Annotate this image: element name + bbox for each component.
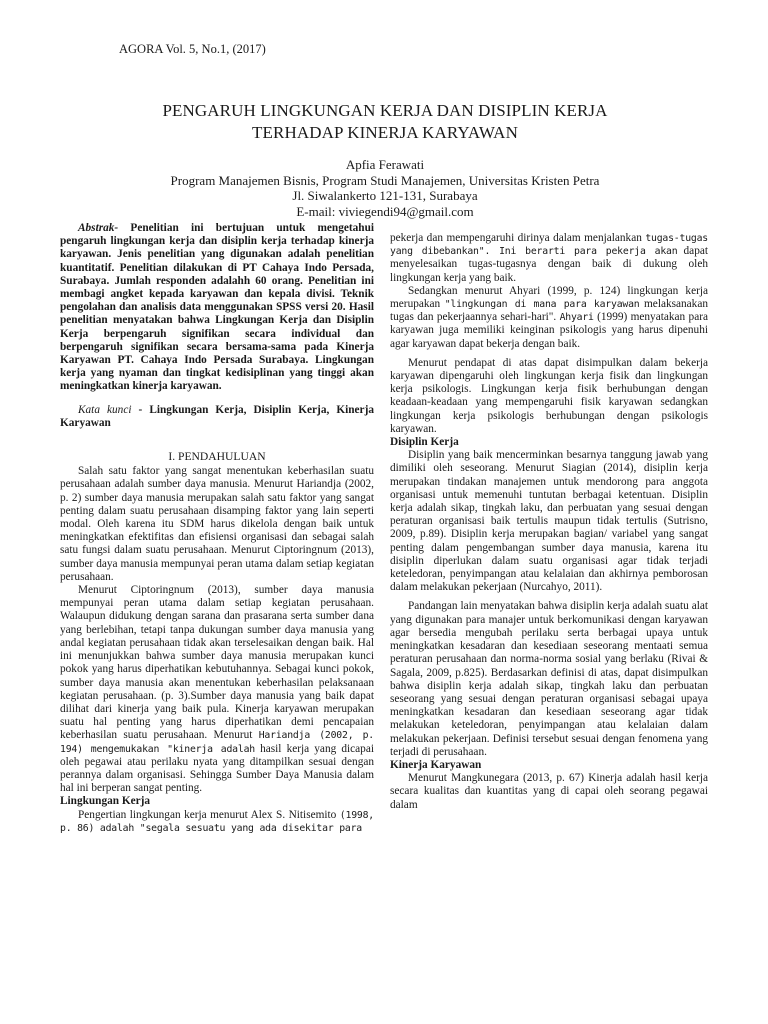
paragraph: Disiplin yang baik mencerminkan besarnya tanggung jawab yang dimiliki oleh seseorang. Menurut Siagian (2014), disiplin kerja merupakan tindakan manajemen untuk mendorong para anggota organisasi untuk memenuhi tuntutan berbagai ketentuan. Disiplin kerja adalah sikap, tingkah laku, dan perbuatan yang sesuai dengan peraturan organisasi baik tertulis maupun tidak tertulis (Sutrisno, 2009, p.89). Disiplin kerja merupakan bagian/ variabel yang sangat penting dalam pengembangan sumber daya manusia, karena itu disiplin diperlukan dalam suatu organisasi agar tidak terjadi keteledoran, penyimpangan atau kelalaian dan akhirnya pemborosan dalam melakukan pekerjaan (Nurcahyo, 2011). [390,449,708,594]
author-email: E-mail: viviegendi94@gmail.com [296,203,474,219]
paragraph-text: dapat menyelesaikan tugas-tugasnya dengan baik di dukung oleh lingkungan kerja yang baik. [390,245,708,284]
abstract-label: Abstrak- [78,222,119,234]
abstract-text: Penelitian ini bertujuan untuk mengetahui pengaruh lingkungan kerja dan disiplin kerja terhadap kinerja karyawan. Jenis penelitian yang digunakan adalah penelitian kuantitatif. Penelitian dilakukan di PT Cahaya Indo Persada, Surabaya. Jumlah responden adalahh 60 orang. Penelitian ini membagi angket kepada karyawan dan kepala divisi. Teknik pengolahan dan analisis data menggunakan SPSS versi 20. Hasil penelitian menyatakan bahwa Lingkungan Kerja dan Disiplin Kerja berpengaruh signifikan secara individual dan berpengaruh signifikan secara bersama-sama pada Kinerja Karyawan PT. Cahaya Indo Persada Surabaya. Lingkungan kerja yang nyaman dan tingkat kedisiplinan yang tinggi akan meningkatkan kinerja karyawan. [60,222,374,393]
paragraph: Pandangan lain menyatakan bahwa disiplin kerja adalah suatu alat yang digunakan para manajer untuk berkomunikasi dengan karyawan agar bersedia mengubah perilaku serta berbagai upaya untuk meningkatkan kesadaran dan kesediaan seseorang mentaati semua peraturan perusahaan dan norma-norma sosial yang berlaku (Rivai & Sagala, 2009, p.825). Berdasarkan definisi di atas, dapat disimpulkan bahwa disiplin kerja adalah sikap, tingkah laku dan perbuatan seseorang yang sesuai dengan peraturan organisasi sebagai upaya meningkatkan kesadaran dan kesediaan seseorang agar tidak melakukan keteledoran, penyimpangan atau kelalaian dalam melakukan pekerjaan. Definisi tersebut sesuai dengan fenomena yang terjadi di perusahaan. [390,600,708,758]
journal-reference: AGORA Vol. 5, No.1, (2017) [119,42,266,56]
author-name: Apfia Ferawati [345,157,425,172]
author-affiliation: Program Manajemen Bisnis, Program Studi Manajemen, Universitas Kristen Petra [170,172,600,188]
paragraph: Menurut Mangkunegara (2013, p. 67) Kinerja adalah hasil kerja secara kualitas dan kuantitas yang di capai oleh seorang pegawai dalam [390,772,708,811]
subheading-lingkungan-kerja: Lingkungan Kerja [60,795,151,808]
paragraph-text: Pengertian lingkungan kerja menurut Alex S. Nitisemito [78,808,340,821]
paragraph [390,285,708,351]
title-line-1: PENGARUH LINGKUNGAN KERJA DAN DISIPLIN KERJA [162,101,608,120]
author-block [90,157,680,219]
paragraph-text: (1999) menyatakan para karyawan juga memiliki keinginan psikologis yang harus dipenuhi agar karyawan dapat bekerja dengan baik. [390,311,708,350]
keywords [60,404,374,430]
title-line-2: TERHADAP KINERJA KARYAWAN [252,123,518,142]
paragraph: Salah satu faktor yang sangat menentukan keberhasilan suatu perusahaan adalah sumber daya manusia. Menurut Hariandja (2002, p. 2) sumber daya manusia merupakan salah satu faktor yang sangat penting dalam suatu perusahaan disamping faktor yang lain seperti modal. Oleh karena itu SDM harus dikelola dengan baik untuk meningkatkan efektifitas dan efisiensi organisasi dan sebagai salah satu fungsi dalam suatu perusahaan. Menurut Ciptoringnum (2013), sumber daya manusia mempunyai peran utama dalam setiap kegiatan perusahaan. [60,465,374,583]
keywords-label: Kata kunci [78,403,132,416]
paragraph-text: Sedangkan menurut Ahyari (1999, p. 124) lingkungan kerja merupakan [390,284,708,311]
left-column [60,222,374,835]
paragraph [60,809,374,835]
paper-title [90,100,680,144]
paragraph [60,584,374,795]
handwritten-text: Ahyari [559,312,594,324]
handwritten-text: (1998, p. 86) adalah "segala sesuatu yang ada disekitar para [60,809,374,834]
handwritten-text: Hariandja (2002, p. 194) mengemukakan "kinerja adalah [60,730,374,755]
subheading-disiplin-kerja: Disiplin Kerja [390,436,459,449]
section-heading-pendahuluan: I. PENDAHULUAN [168,450,266,464]
paragraph-text: hasil kerja yang dicapai oleh pegawai atau perilaku nyata yang ditampilkan sesuai dengan perannya dalam organisasi. Sehingga Sumber Daya Manusia dalam hal ini berperan sangat penting. [60,742,374,795]
subheading-kinerja-karyawan: Kinerja Karyawan [390,758,482,771]
right-column [390,232,708,812]
author-address: Jl. Siwalankerto 121-131, Surabaya [292,188,478,203]
paragraph-text: pekerja dan mempengaruhi dirinya dalam menjalankan [390,232,646,244]
handwritten-text: "lingkungan di mana para karyawan [444,299,640,311]
handwritten-text: tugas-tugas yang dibebankan". Ini berarti para pekerja akan [390,233,708,258]
paragraph: Menurut pendapat di atas dapat disimpulkan dalam bekerja karyawan dipengaruhi oleh lingkungan kerja fisik dan lingkungan kerja psikologis. Lingkungan kerja fisik berhubungan dengan keadaan-keadaan yang mempengaruhi fisik karyawan sedangkan lingkungan kerja psikologis berhubungan dengan psikologis karyawan. [390,356,708,435]
paragraph [390,232,708,285]
paragraph-text: Menurut Ciptoringnum (2013), sumber daya manusia mempunyai peran utama dalam setiap kegiatan perusahaan. Walaupun didukung dengan sarana dan prasarana serta sumber dana yang berlebihan, tetapi tanpa dukungan sumber daya manusia yang andal kegiatan perusahaan tidak akan terselesaikan dengan baik. Hal ini menunjukkan bahwa sumber daya manusia merupakan kunci pokok yang harus diperhatikan kebutuhannya. Sebagai kunci pokok, sumber daya manusia akan menentukan keberhasilan pelaksanaan kegiatan perusahaan. (p. 3).Sumber daya manusia yang baik dapat dilihat dari kinerja yang baik pula. Kinerja karyawan merupakan suatu hal penting yang harus diperhatikan demi pencapaian keberhasilan suatu perusahaan. Menurut [60,584,374,742]
keywords-text: - Lingkungan Kerja, Disiplin Kerja, Kinerja Karyawan [60,403,374,429]
paragraph-text: melaksanakan tugas dan pekerjaannya sehari-hari". [390,298,708,324]
abstract [60,222,374,394]
